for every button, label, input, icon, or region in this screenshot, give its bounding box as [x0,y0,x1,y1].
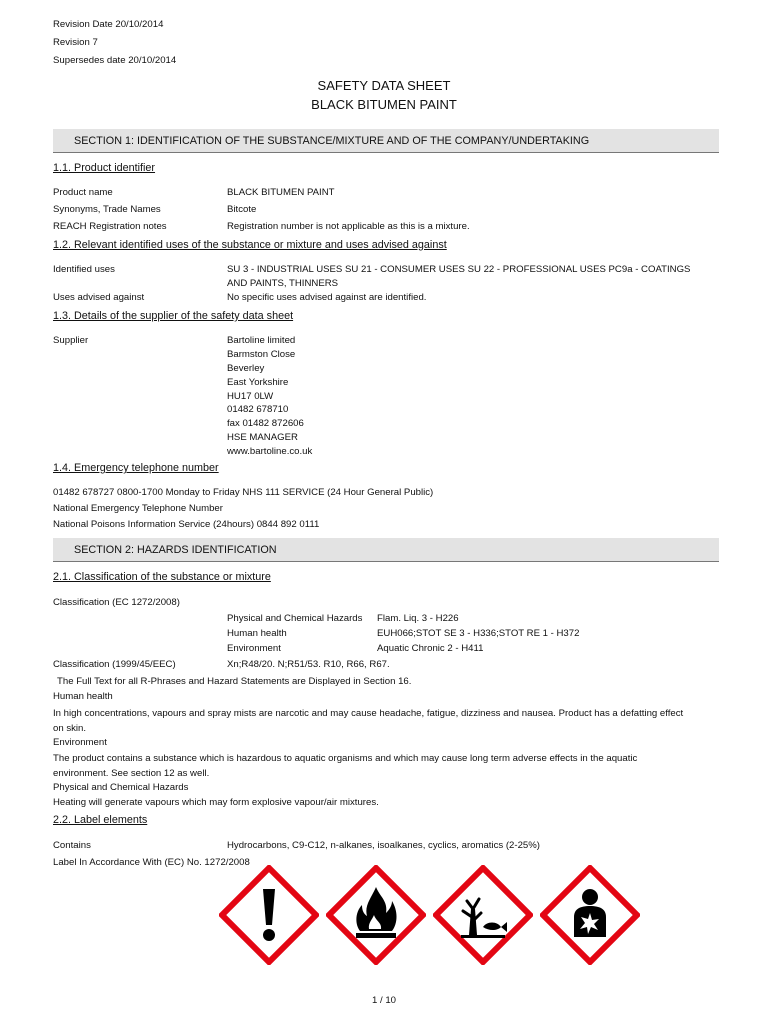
synonyms-label: Synonyms, Trade Names [53,204,161,215]
contains-label: Contains [53,840,91,851]
page-number: 1 / 10 [371,995,396,1006]
section-2-header: SECTION 2: HAZARDS IDENTIFICATION [53,538,719,562]
supplier-line: fax 01482 872606 [227,418,304,430]
classification-eec-value: Xn;R48/20. N;R51/53. R10, R66, R67. [227,659,390,670]
classification-category: Environment [227,643,281,654]
subsection-1-2-heading: 1.2. Relevant identified uses of the substance or mixture and uses advised against [53,239,447,251]
uses-advised-against-value: No specific uses advised against are identified. [227,292,427,303]
title-line-2: BLACK BITUMEN PAINT [311,97,457,112]
title-line-1: SAFETY DATA SHEET [317,78,451,93]
label-ec-heading: Label In Accordance With (EC) No. 1272/2008 [53,857,250,868]
environment-text: The product contains a substance which is hazardous to aquatic organisms and which may cause long term adverse effects in the aquatic environment. See section 12 as well. [53,753,638,779]
national-emergency-value: National Poisons Information Service (24hours) 0844 892 0111 [53,519,320,530]
identified-uses-value: SU 3 - INDUSTRIAL USES SU 21 - CONSUMER USES SU 22 - PROFESSIONAL USES PC9a - COATINGS AND PAINTS, THINNERS [227,264,691,289]
ghs-pictograms [219,865,639,965]
supplier-address [227,334,707,459]
reach-label: REACH Registration notes [53,221,167,232]
supplier-line: HSE MANAGER [227,432,298,444]
reach-value: Registration number is not applicable as this is a mixture. [227,221,470,232]
classification-ec-label: Classification (EC 1272/2008) [53,597,180,608]
identified-uses-label: Identified uses [53,264,115,275]
contains-value: Hydrocarbons, C9-C12, n-alkanes, isoalkanes, cyclics, aromatics (2-25%) [227,840,540,851]
supplier-website[interactable]: www.bartoline.co.uk [227,446,313,458]
classification-value: EUH066;STOT SE 3 - H336;STOT RE 1 - H372 [377,628,580,639]
supplier-line: 01482 678710 [227,404,289,416]
revision-date: Revision Date 20/10/2014 [53,19,164,30]
document-title [0,76,768,114]
uses-advised-against-label: Uses advised against [53,292,145,303]
classification-eec-label: Classification (1999/45/EEC) [53,659,176,670]
revision-number: Revision 7 [53,37,98,48]
classification-value: Flam. Liq. 3 - H226 [377,613,459,624]
human-health-text: In high concentrations, vapours and spray mists are narcotic and may cause headache, fatigue, dizziness and nausea. Product has a defatting effect on skin. [53,708,684,734]
classification-category: Human health [227,628,287,639]
supplier-line: Bartoline limited [227,335,296,346]
supplier-line: East Yorkshire [227,376,289,388]
health-hazard-icon [540,865,640,965]
national-emergency-label: National Emergency Telephone Number [53,503,223,514]
product-name-label: Product name [53,187,113,198]
exclamation-mark-icon [219,865,319,965]
flame-icon [326,865,426,965]
subsection-1-4-heading: 1.4. Emergency telephone number [53,462,219,474]
section-1-header: SECTION 1: IDENTIFICATION OF THE SUBSTANCE/MIXTURE AND OF THE COMPANY/UNDERTAKING [53,129,719,153]
product-name-value: BLACK BITUMEN PAINT [227,187,335,198]
revision-info [53,16,176,70]
subsection-1-3-heading: 1.3. Details of the supplier of the safety data sheet [53,310,294,322]
full-text-note: The Full Text for all R-Phrases and Hazard Statements are Displayed in Section 16. [57,676,412,687]
supplier-line: HU17 0LW [227,390,274,402]
subsection-2-1-heading: 2.1. Classification of the substance or mixture [53,571,271,583]
supplier-line: Beverley [227,362,265,374]
subsection-1-1-heading: 1.1. Product identifier [53,162,156,174]
human-health-label: Human health [53,691,113,702]
physical-hazards-text: Heating will generate vapours which may form explosive vapour/air mixtures. [53,797,379,808]
emergency-phone-text: 01482 678727 0800-1700 Monday to Friday NHS 111 SERVICE (24 Hour General Public) [53,487,434,498]
environment-label: Environment [53,737,107,748]
physical-hazards-label: Physical and Chemical Hazards [53,782,189,793]
environment-icon [433,865,533,965]
supersedes-date: Supersedes date 20/10/2014 [53,55,177,66]
classification-category: Physical and Chemical Hazards [227,613,363,624]
supplier-label: Supplier [53,335,89,346]
supplier-line: Barmston Close [227,348,296,360]
synonyms-value: Bitcote [227,204,257,215]
subsection-2-2-heading: 2.2. Label elements [53,814,148,826]
classification-value: Aquatic Chronic 2 - H411 [377,643,484,654]
